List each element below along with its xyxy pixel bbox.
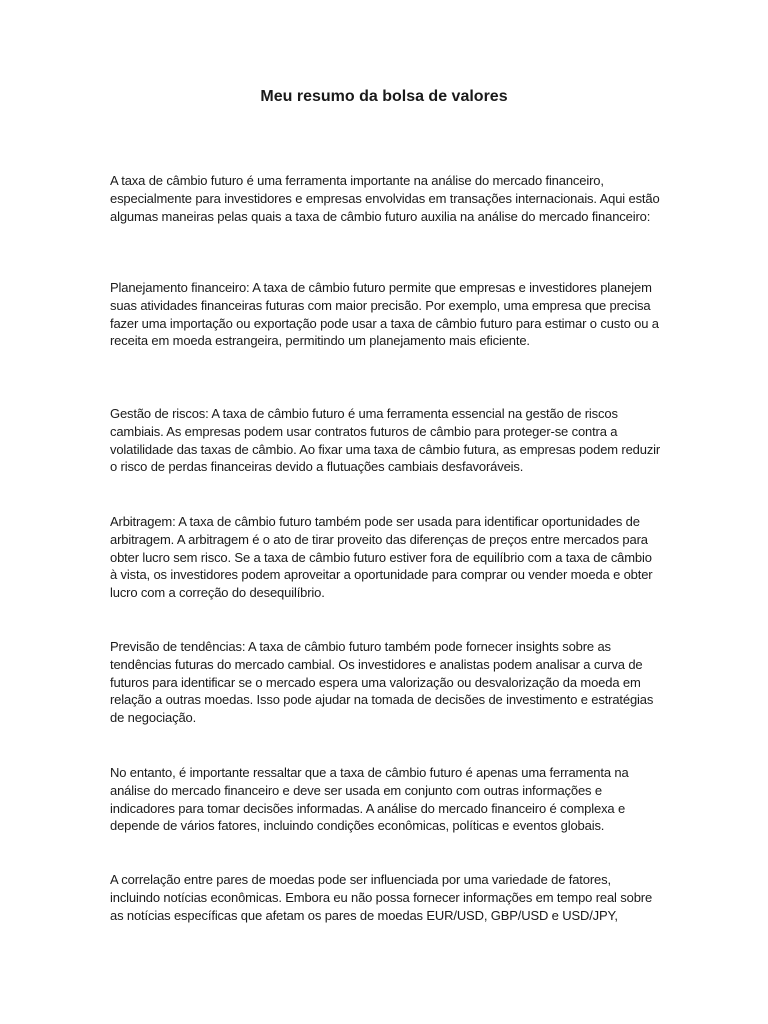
paragraph-no-entanto: No entanto, é importante ressaltar que a taxa de câmbio futuro é apenas uma ferramenta na análise do mercado financeiro e deve ser usada em conjunto com outras informações e indicadores para tomar decisões informadas. A análise do mercado financeiro é complexa e depende de vários fatores, incluindo condições econômicas, políticas e eventos globais. bbox=[110, 765, 629, 834]
paragraph-gestao-de-riscos: Gestão de riscos: A taxa de câmbio futuro é uma ferramenta essencial na gestão de riscos cambiais. As empresas podem usar contratos futuros de câmbio para proteger-se contra a volatilidade das taxas de câmbio. Ao fixar uma taxa de câmbio futura, as empresas podem reduzir o risco de perdas financeiras devido a flutuações cambiais desfavoráveis. bbox=[110, 406, 661, 475]
paragraph-planejamento-financeiro: Planejamento financeiro: A taxa de câmbio futuro permite que empresas e investidores planejem suas atividades financeiras futuras com maior precisão. Por exemplo, uma empresa que precisa fazer uma importação ou exportação pode usar a taxa de câmbio futuro para estimar o custo ou a receita em moeda estrangeira, permitindo um planejamento mais eficiente. bbox=[110, 280, 659, 349]
paragraph-previsao-de-tendencias: Previsão de tendências: A taxa de câmbio futuro também pode fornecer insights sobre as tendências futuras do mercado cambial. Os investidores e analistas podem analisar a curva de futuros para identificar se o mercado espera uma valorização ou desvalorização da moeda em relação a outras moedas. Isso pode ajudar na tomada de decisões de investimento e estratégias de negociação. bbox=[110, 639, 654, 726]
paragraph-arbitragem: Arbitragem: A taxa de câmbio futuro também pode ser usada para identificar oportunidades de arbitragem. A arbitragem é o ato de tirar proveito das diferenças de preços entre mercados para obter lucro sem risco. Se a taxa de câmbio futuro estiver fora de equilíbrio com a taxa de câmbio à vista, os investidores podem aproveitar a oportunidade para comprar ou vender moeda e obter lucro com a correção do desequilíbrio. bbox=[110, 514, 653, 601]
paragraph-correlacao: A correlação entre pares de moedas pode ser influenciada por uma variedade de fatores, incluindo notícias econômicas. Embora eu não possa fornecer informações em tempo real sobre as notícias específicas que afetam os pares de moedas EUR/USD, GBP/USD e USD/JPY, bbox=[110, 872, 653, 923]
paragraph-intro: A taxa de câmbio futuro é uma ferramenta importante na análise do mercado financeiro, especialmente para investidores e empresas envolvidas em transações internacionais. Aqui estão algumas maneiras pelas quais a taxa de câmbio futuro auxilia na análise do mercado financeiro: bbox=[110, 173, 660, 224]
document-title: Meu resumo da bolsa de valores bbox=[260, 88, 508, 105]
